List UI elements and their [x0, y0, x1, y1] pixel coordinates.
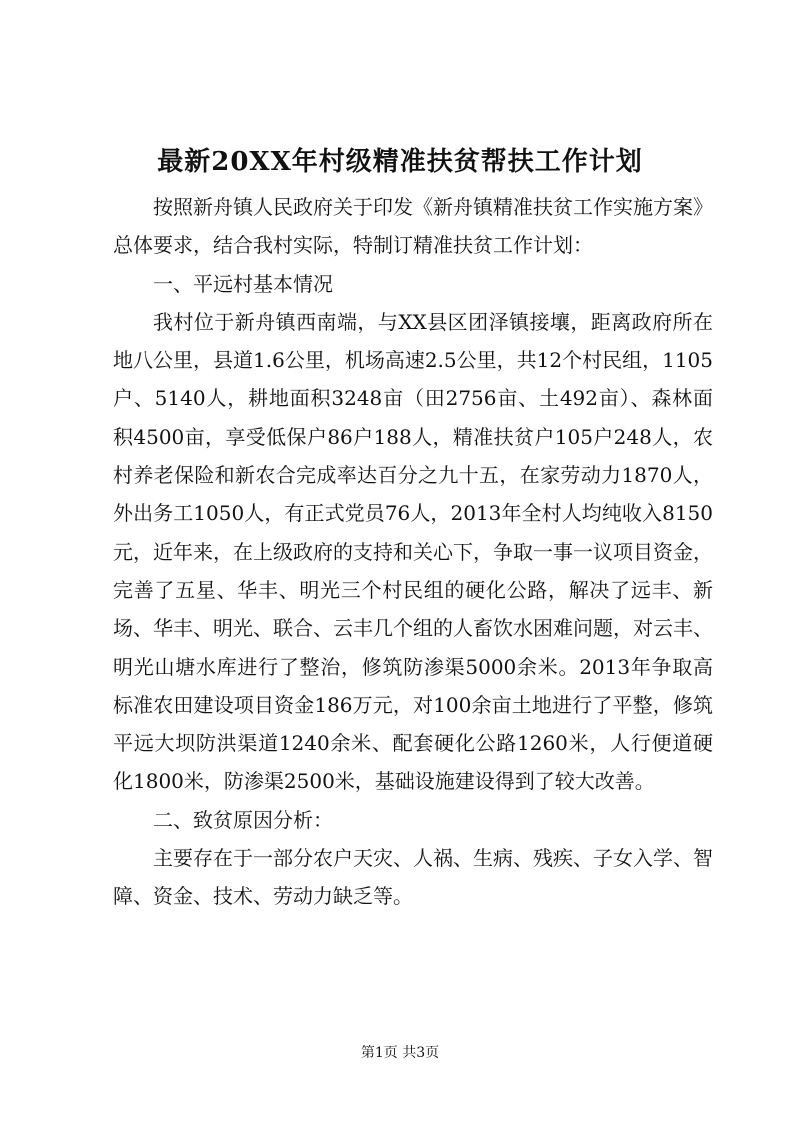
paragraph-poverty-causes: 主要存在于一部分农户天灾、人祸、生病、残疾、子女入学、智障、资金、技术、劳动力缺乏等。 [113, 846, 713, 909]
paragraph-basic-info: 我村位于新舟镇西南端，与XX县区团泽镇接壤，距离政府所在地八公里，县道1.6公里，机场高速2.5公里，共12个村民组，1105户、5140人，耕地面积3248亩（田2756亩、土492亩）、森林面积4500亩，享受低保户86户188人，精准扶贫户105户248人，农村养老保险和新农合完成率达百分之九十五，在家劳动力1870人，外出务工1050人，有正式党员76人，2013年全村人均纯收入8150元，近年来，在上级政府的支持和关心下，争取一事一议项目资金，完善了五星、华丰、明光三个村民组的硬化公路，解决了远丰、新场、华丰、明光、联合、云丰几个组的人畜饮水困难问题，对云丰、明光山塘水库进行了整治，修筑防渗渠5000余米。2013年争取高标准农田建设项目资金186万元，对100余亩土地进行了平整，修筑平远大坝防洪渠道1240余米、配套硬化公路1260米，人行便道硬化1800米，防渗渠2500米，基础设施建设得到了较大改善。 [113, 309, 713, 794]
paragraph-intro: 按照新舟镇人民政府关于印发《新舟镇精准扶贫工作实施方案》总体要求，结合我村实际，特制订精准扶贫工作计划： [113, 195, 713, 258]
section-heading-basic-info: 一、平远村基本情况 [153, 271, 333, 296]
document-title: 最新20XX年村级精准扶贫帮扶工作计划 [157, 147, 643, 177]
page-number-footer: 第1页 共3页 [360, 1045, 440, 1061]
section-heading-poverty-causes: 二、致贫原因分析： [153, 807, 333, 832]
document-body [113, 188, 713, 916]
